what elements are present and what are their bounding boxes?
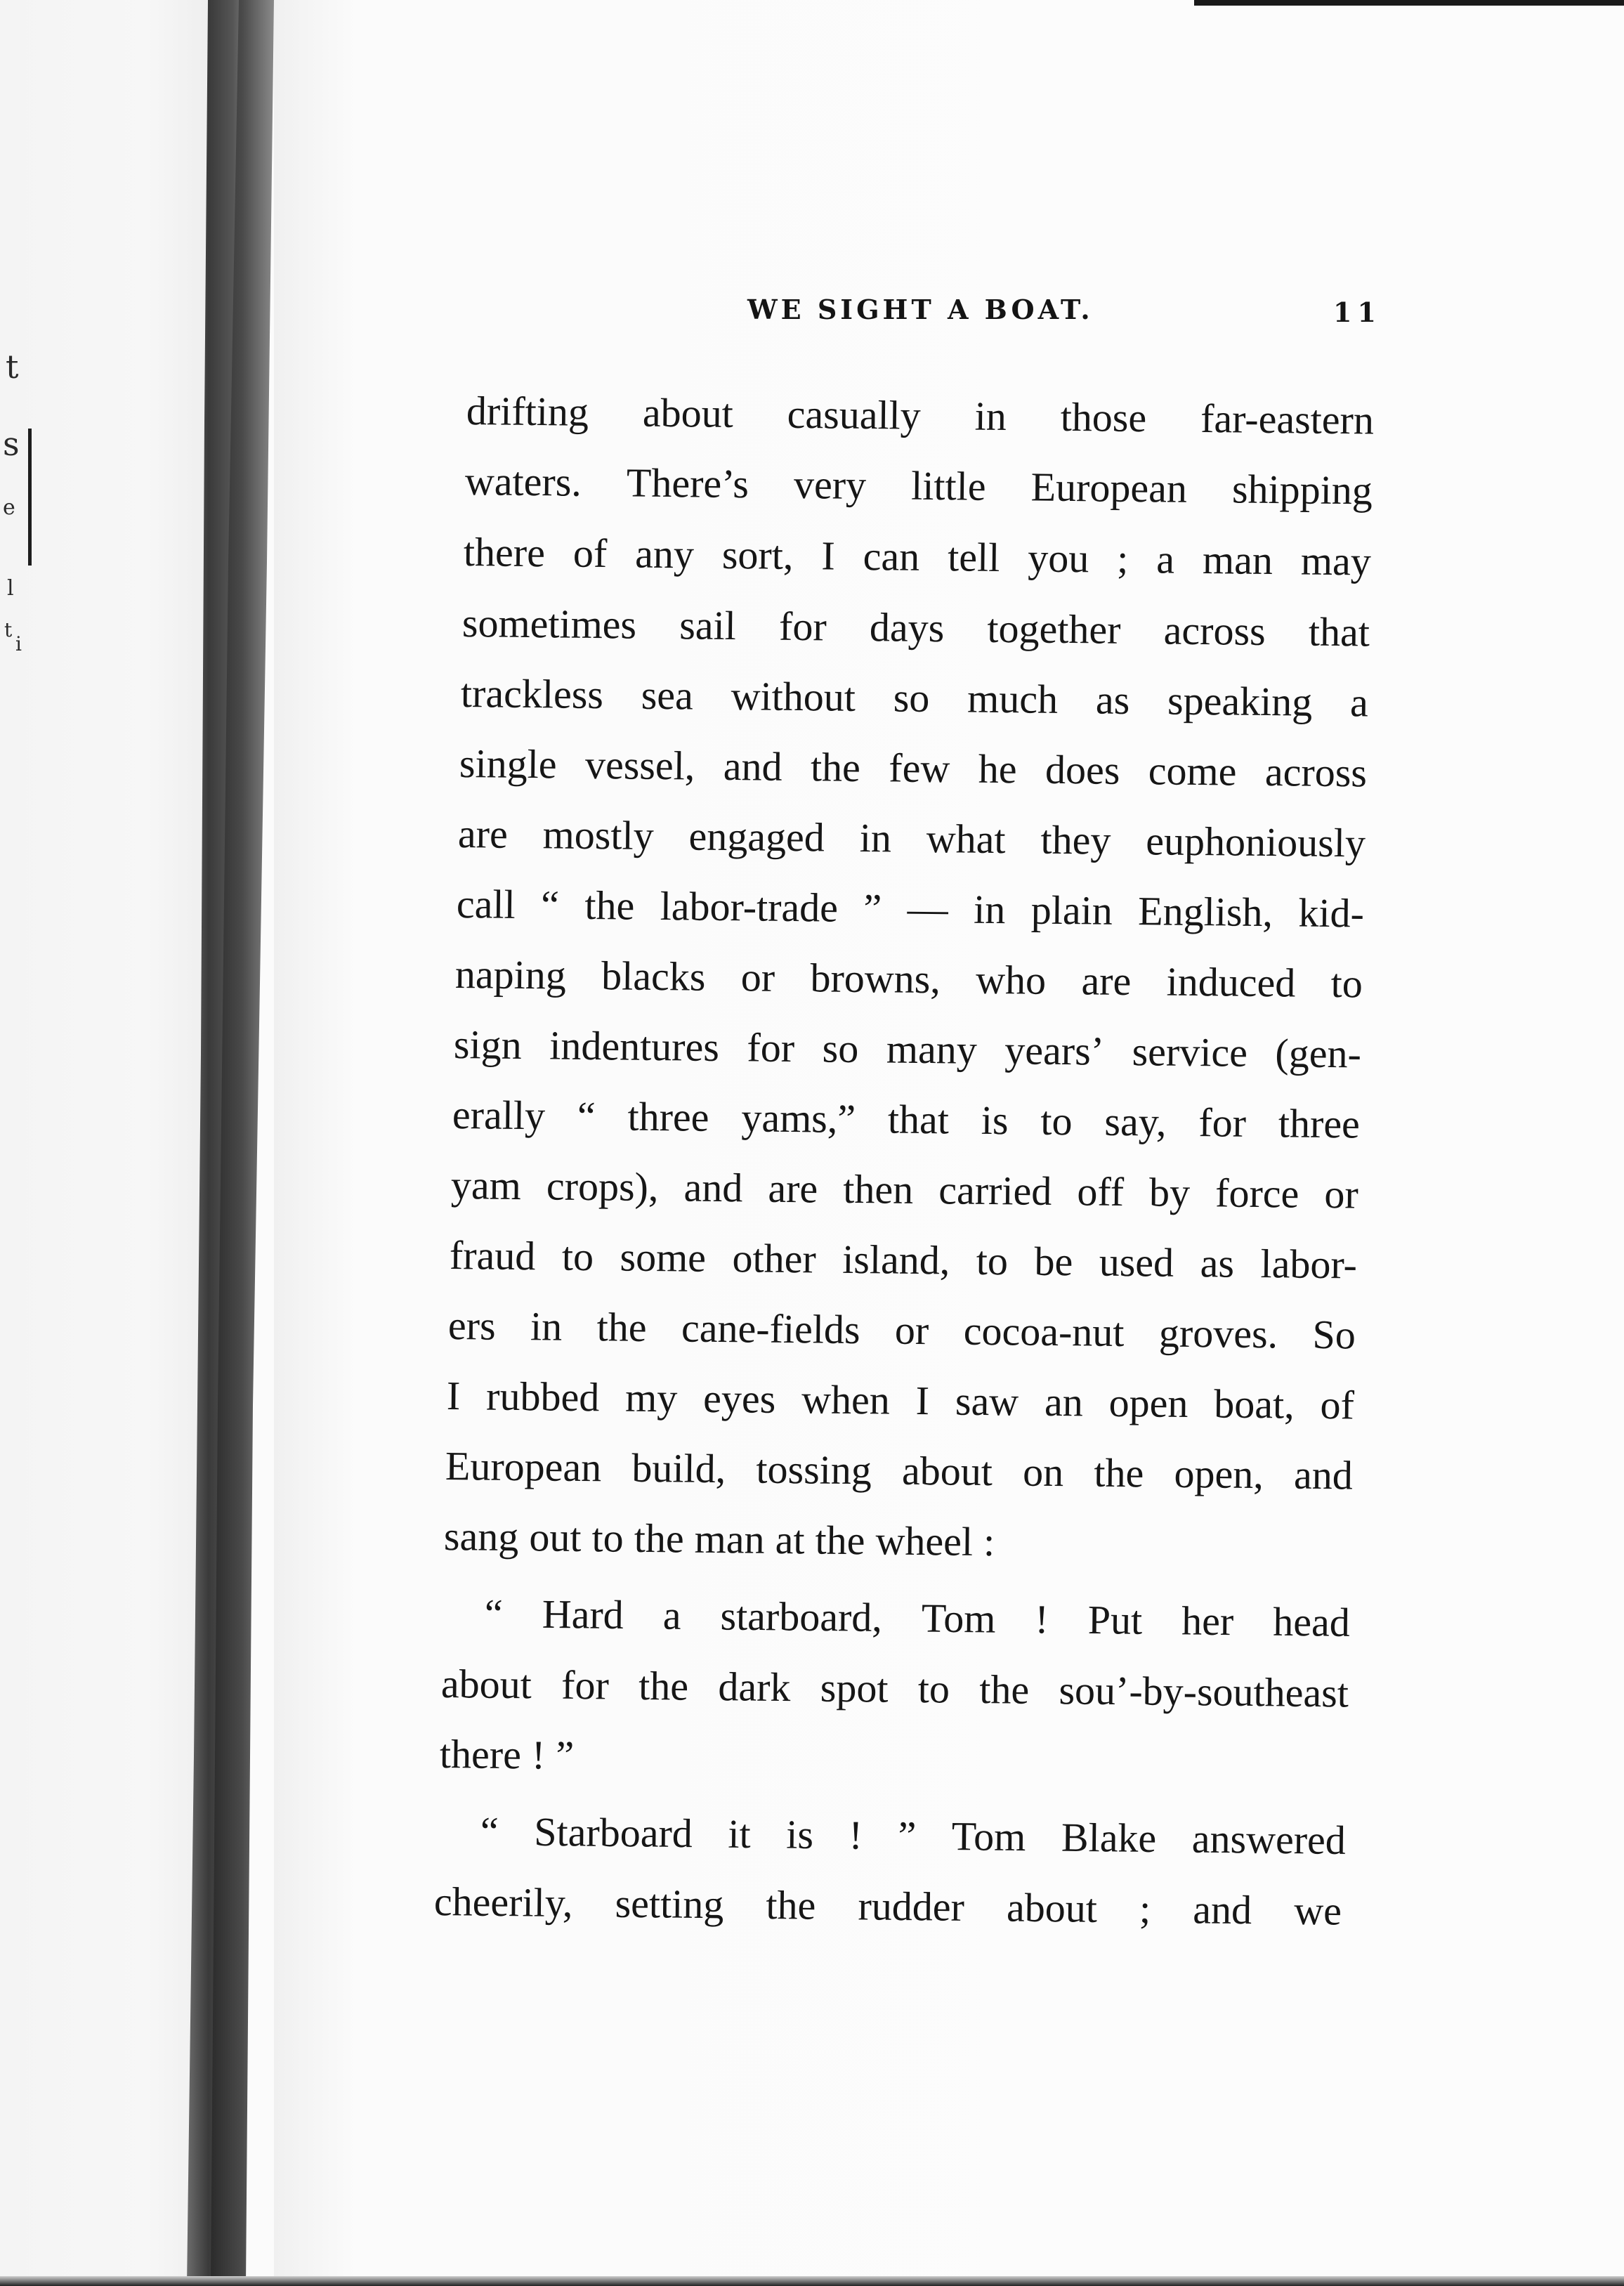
text-line — [458, 809, 1366, 868]
word: sou’-by-southeast — [1059, 1667, 1349, 1716]
text-line — [450, 1231, 1358, 1290]
word: years’ — [1004, 1027, 1105, 1074]
word: come — [1148, 747, 1237, 795]
word: service — [1132, 1028, 1248, 1076]
word: to — [917, 1666, 950, 1712]
word: any — [634, 530, 695, 577]
word: boat, — [1214, 1380, 1295, 1428]
word: on — [1022, 1449, 1064, 1496]
word: or — [740, 954, 775, 1000]
word: browns, — [810, 955, 941, 1002]
word: (gen- — [1275, 1030, 1362, 1077]
word: Blake — [1061, 1814, 1157, 1862]
word: ” — [556, 1732, 575, 1778]
word: little — [910, 462, 986, 509]
word: ers — [447, 1302, 496, 1349]
word: be — [1034, 1238, 1073, 1285]
word: tell — [947, 534, 1000, 580]
word: cane-fields — [681, 1305, 860, 1353]
word: island, — [842, 1236, 950, 1284]
word: rubbed — [485, 1373, 600, 1420]
word: he — [978, 745, 1017, 792]
word: are — [768, 1165, 818, 1212]
word: dark — [718, 1664, 791, 1711]
word: drifting — [466, 388, 589, 435]
word: by — [1148, 1169, 1191, 1216]
word: rudder — [858, 1883, 965, 1930]
word: so — [822, 1025, 859, 1072]
word: is — [981, 1097, 1009, 1144]
word: say, — [1104, 1098, 1167, 1145]
word: and — [723, 743, 782, 790]
text-line — [434, 1877, 1342, 1936]
word: and — [683, 1164, 743, 1211]
word: my — [624, 1374, 678, 1421]
text-line — [462, 599, 1370, 658]
text-line — [464, 528, 1372, 587]
word: in — [973, 886, 1006, 933]
left-page-mark: l — [7, 576, 14, 601]
word: mostly — [542, 811, 655, 858]
left-page-mark: i — [15, 632, 22, 655]
word: “ — [540, 882, 560, 928]
word: starboard, — [720, 1593, 883, 1640]
word: open, — [1174, 1450, 1264, 1498]
word: fraud — [449, 1232, 536, 1279]
word: then — [843, 1165, 914, 1213]
word: There’s — [626, 459, 749, 507]
word: to — [561, 1233, 594, 1280]
word: of — [572, 530, 608, 577]
left-page-mark: t — [4, 618, 13, 641]
left-page-mark: e — [3, 495, 15, 520]
word: sail — [679, 602, 737, 649]
word: ! — [849, 1812, 863, 1858]
word: you — [1027, 535, 1089, 582]
word: is — [785, 1811, 814, 1857]
word: a — [1156, 536, 1175, 582]
word: may — [1300, 537, 1372, 584]
page-number: 11 — [1333, 296, 1382, 328]
word: cocoa-nut — [963, 1307, 1125, 1356]
word: to — [976, 1237, 1009, 1284]
word: an — [1044, 1378, 1084, 1425]
word: as — [1095, 677, 1130, 723]
word: labor-trade — [660, 883, 839, 931]
word: man — [1202, 537, 1273, 584]
word: waters. — [464, 458, 582, 505]
word: sang — [443, 1513, 519, 1560]
word: out — [529, 1514, 582, 1561]
word: much — [967, 675, 1059, 722]
word: ; — [1116, 535, 1129, 582]
word: carried — [938, 1167, 1052, 1214]
word: about — [1006, 1884, 1098, 1931]
word: saw — [955, 1378, 1019, 1425]
word: in — [530, 1303, 563, 1350]
word: induced — [1166, 958, 1296, 1006]
word: wheel — [875, 1517, 974, 1565]
word: “ — [480, 1808, 499, 1855]
word: : — [983, 1519, 995, 1565]
word: that — [887, 1096, 950, 1143]
word: “ — [484, 1591, 504, 1637]
word: as — [1200, 1240, 1235, 1286]
running-title: WE SIGHT A BOAT. — [747, 294, 1094, 325]
word: across — [1163, 607, 1266, 654]
word: at — [775, 1516, 805, 1563]
word: Tom — [921, 1595, 996, 1642]
word: sort, — [721, 531, 794, 578]
word: call — [456, 881, 516, 927]
word: answered — [1191, 1815, 1347, 1863]
word: ; — [1139, 1886, 1151, 1932]
word: few — [889, 745, 950, 792]
word: or — [894, 1307, 929, 1354]
word: European — [1030, 464, 1188, 511]
word: of — [1320, 1382, 1355, 1428]
word: some — [620, 1234, 707, 1281]
text-line — [459, 739, 1368, 798]
text-line — [465, 457, 1373, 516]
word: it — [728, 1810, 752, 1857]
word: who — [975, 956, 1047, 1003]
word: Starboard — [534, 1808, 693, 1857]
text-line — [452, 1090, 1361, 1149]
word: to — [1330, 960, 1363, 1007]
word: those — [1060, 393, 1147, 441]
left-page-mark: t — [6, 348, 19, 386]
word: European — [445, 1443, 602, 1491]
text-line — [451, 1161, 1359, 1220]
word: blacks — [601, 953, 706, 1000]
word: the — [766, 1881, 816, 1928]
word: setting — [615, 1880, 724, 1928]
word: across — [1264, 749, 1368, 796]
word: euphoniously — [1146, 818, 1366, 866]
word: man — [694, 1515, 765, 1562]
left-page-mark: s — [3, 425, 20, 463]
word: head — [1273, 1598, 1351, 1645]
text-line — [454, 1020, 1362, 1079]
word: naping — [454, 951, 567, 998]
word: and — [1293, 1451, 1354, 1498]
word: ! — [531, 1732, 546, 1778]
word: a — [662, 1592, 681, 1638]
word: the — [810, 744, 861, 790]
word: many — [886, 1026, 978, 1073]
word: spot — [820, 1664, 889, 1711]
word: far-eastern — [1200, 395, 1375, 443]
word: three — [1278, 1100, 1361, 1147]
word: and — [1193, 1886, 1252, 1933]
word: to — [591, 1515, 624, 1561]
word: speaking — [1167, 677, 1313, 725]
word: ! — [1035, 1596, 1049, 1642]
word: shipping — [1231, 466, 1373, 514]
word: ” — [863, 885, 882, 932]
word: there — [463, 529, 546, 576]
word: about — [642, 389, 734, 436]
word: So — [1312, 1311, 1356, 1358]
word: for — [561, 1661, 610, 1709]
word: I — [446, 1373, 461, 1419]
word: kid- — [1298, 889, 1365, 936]
word: indentures — [549, 1022, 720, 1070]
word: “ — [577, 1092, 596, 1139]
word: to — [1040, 1097, 1073, 1144]
word: about — [901, 1447, 993, 1495]
word: other — [732, 1235, 817, 1282]
word: three — [627, 1093, 709, 1140]
word: there — [439, 1731, 522, 1778]
word: plain — [1030, 887, 1113, 934]
word: vessel, — [584, 741, 695, 789]
word: for — [1198, 1099, 1247, 1146]
word: I — [821, 533, 836, 579]
word: are — [1081, 958, 1132, 1005]
word: engaged — [688, 813, 825, 861]
word: the — [584, 882, 635, 929]
text-line — [466, 386, 1375, 445]
word: does — [1045, 746, 1120, 793]
word: for — [747, 1024, 795, 1071]
text-line — [480, 1807, 1347, 1865]
word: so — [893, 674, 930, 721]
word: ” — [898, 1813, 917, 1859]
word: open — [1108, 1379, 1188, 1427]
word: off — [1077, 1168, 1125, 1215]
word: tossing — [756, 1446, 872, 1494]
word: the — [815, 1517, 865, 1564]
word: the — [1094, 1449, 1144, 1496]
word: are — [457, 811, 509, 857]
word: I — [915, 1377, 930, 1424]
word: crops), — [546, 1163, 659, 1210]
text-line — [461, 669, 1369, 728]
text-line — [444, 1512, 1352, 1571]
word: English, — [1137, 888, 1273, 936]
word: the — [979, 1666, 1030, 1713]
word: trackless — [460, 670, 604, 718]
word: Put — [1087, 1596, 1143, 1643]
word: without — [731, 673, 856, 720]
word: groves. — [1158, 1309, 1278, 1357]
word: cheerily, — [433, 1879, 573, 1926]
word: yam — [450, 1162, 522, 1209]
word: the — [638, 1662, 689, 1709]
text-line — [440, 1730, 1348, 1789]
word: the — [596, 1304, 647, 1350]
word: the — [634, 1515, 684, 1562]
word: yams,” — [741, 1095, 856, 1142]
word: they — [1040, 816, 1111, 863]
word: force — [1214, 1170, 1299, 1217]
word: or — [1324, 1171, 1359, 1217]
word: eyes — [702, 1375, 776, 1422]
text-line — [448, 1301, 1356, 1360]
word: casually — [787, 391, 922, 438]
word: labor- — [1260, 1241, 1358, 1288]
word: her — [1181, 1598, 1234, 1645]
word: in — [859, 814, 892, 861]
word: sea — [641, 672, 694, 719]
word: a — [1349, 679, 1369, 726]
word: sign — [453, 1021, 523, 1069]
text-line — [485, 1589, 1351, 1647]
word: when — [801, 1376, 891, 1423]
word: very — [793, 461, 867, 508]
text-line — [445, 1442, 1354, 1501]
word: sometimes — [461, 600, 637, 648]
word: Hard — [542, 1591, 624, 1638]
text-line — [455, 950, 1363, 1009]
word: erally — [452, 1092, 546, 1139]
word: about — [440, 1661, 532, 1708]
word: for — [778, 603, 827, 650]
word: build, — [631, 1444, 726, 1492]
word: together — [987, 605, 1121, 653]
word: what — [926, 815, 1006, 863]
text-line — [441, 1659, 1349, 1718]
word: days — [869, 604, 945, 651]
word: — — [907, 885, 949, 932]
word: used — [1099, 1239, 1174, 1286]
word: single — [459, 740, 557, 788]
word: in — [974, 393, 1007, 440]
word: can — [863, 533, 920, 580]
word: Tom — [951, 1813, 1026, 1860]
text-line — [457, 880, 1365, 939]
word: we — [1293, 1887, 1342, 1934]
text-line — [447, 1371, 1355, 1430]
word: that — [1308, 608, 1370, 655]
